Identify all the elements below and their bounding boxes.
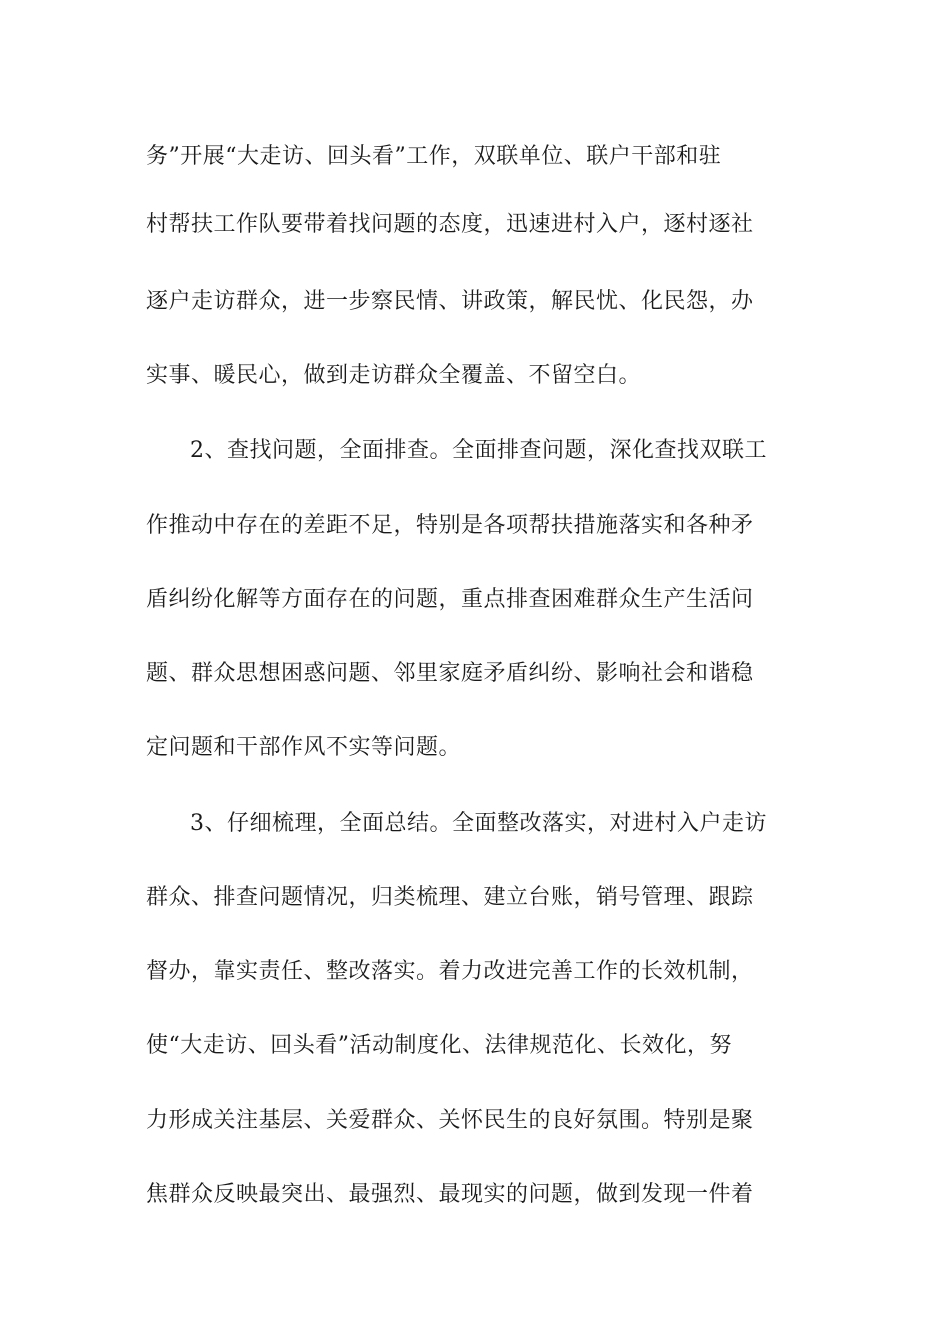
paragraph-2-line-4: 题、群众思想困惑问题、邻里家庭矛盾纠纷、影响社会和谐稳 bbox=[146, 661, 754, 686]
paragraph-2-line-5: 定问题和干部作风不实等问题。 bbox=[146, 735, 462, 760]
paragraph-2-line-3: 盾纠纷化解等方面存在的问题，重点排查困难群众生产生活问 bbox=[146, 587, 754, 612]
paragraph-3-line-3: 督办，靠实责任、整改落实。着力改进完善工作的长效机制， bbox=[146, 959, 754, 984]
paragraph-2-line-2: 作推动中存在的差距不足，特别是各项帮扶措施落实和各种矛 bbox=[146, 513, 754, 538]
paragraph-3-line-4: 使“大走访、回头看”活动制度化、法律规范化、长效化，努 bbox=[146, 1033, 732, 1058]
paragraph-1-line-3: 逐户走访群众，进一步察民情、讲政策，解民忧、化民怨，办 bbox=[146, 289, 754, 314]
paragraph-3-line-2: 群众、排查问题情况，归类梳理、建立台账，销号管理、跟踪 bbox=[146, 885, 754, 910]
paragraph-3-line-1: 3、仔细梳理，全面总结。全面整改落实，对进村入户走访 bbox=[190, 811, 767, 836]
paragraph-1-line-4: 实事、暖民心，做到走访群众全覆盖、不留空白。 bbox=[146, 363, 642, 388]
paragraph-3-line-5: 力形成关注基层、关爱群众、关怀民生的良好氛围。特别是聚 bbox=[146, 1108, 754, 1133]
paragraph-2-line-1: 2、查找问题，全面排查。全面排查问题，深化查找双联工 bbox=[190, 438, 767, 463]
paragraph-3-line-6: 焦群众反映最突出、最强烈、最现实的问题，做到发现一件着 bbox=[146, 1182, 754, 1207]
paragraph-1-line-2: 村帮扶工作队要带着找问题的态度，迅速进村入户，逐村逐社 bbox=[146, 212, 754, 237]
paragraph-1-line-1: 务”开展“大走访、回头看”工作，双联单位、联户干部和驻 bbox=[146, 144, 722, 169]
